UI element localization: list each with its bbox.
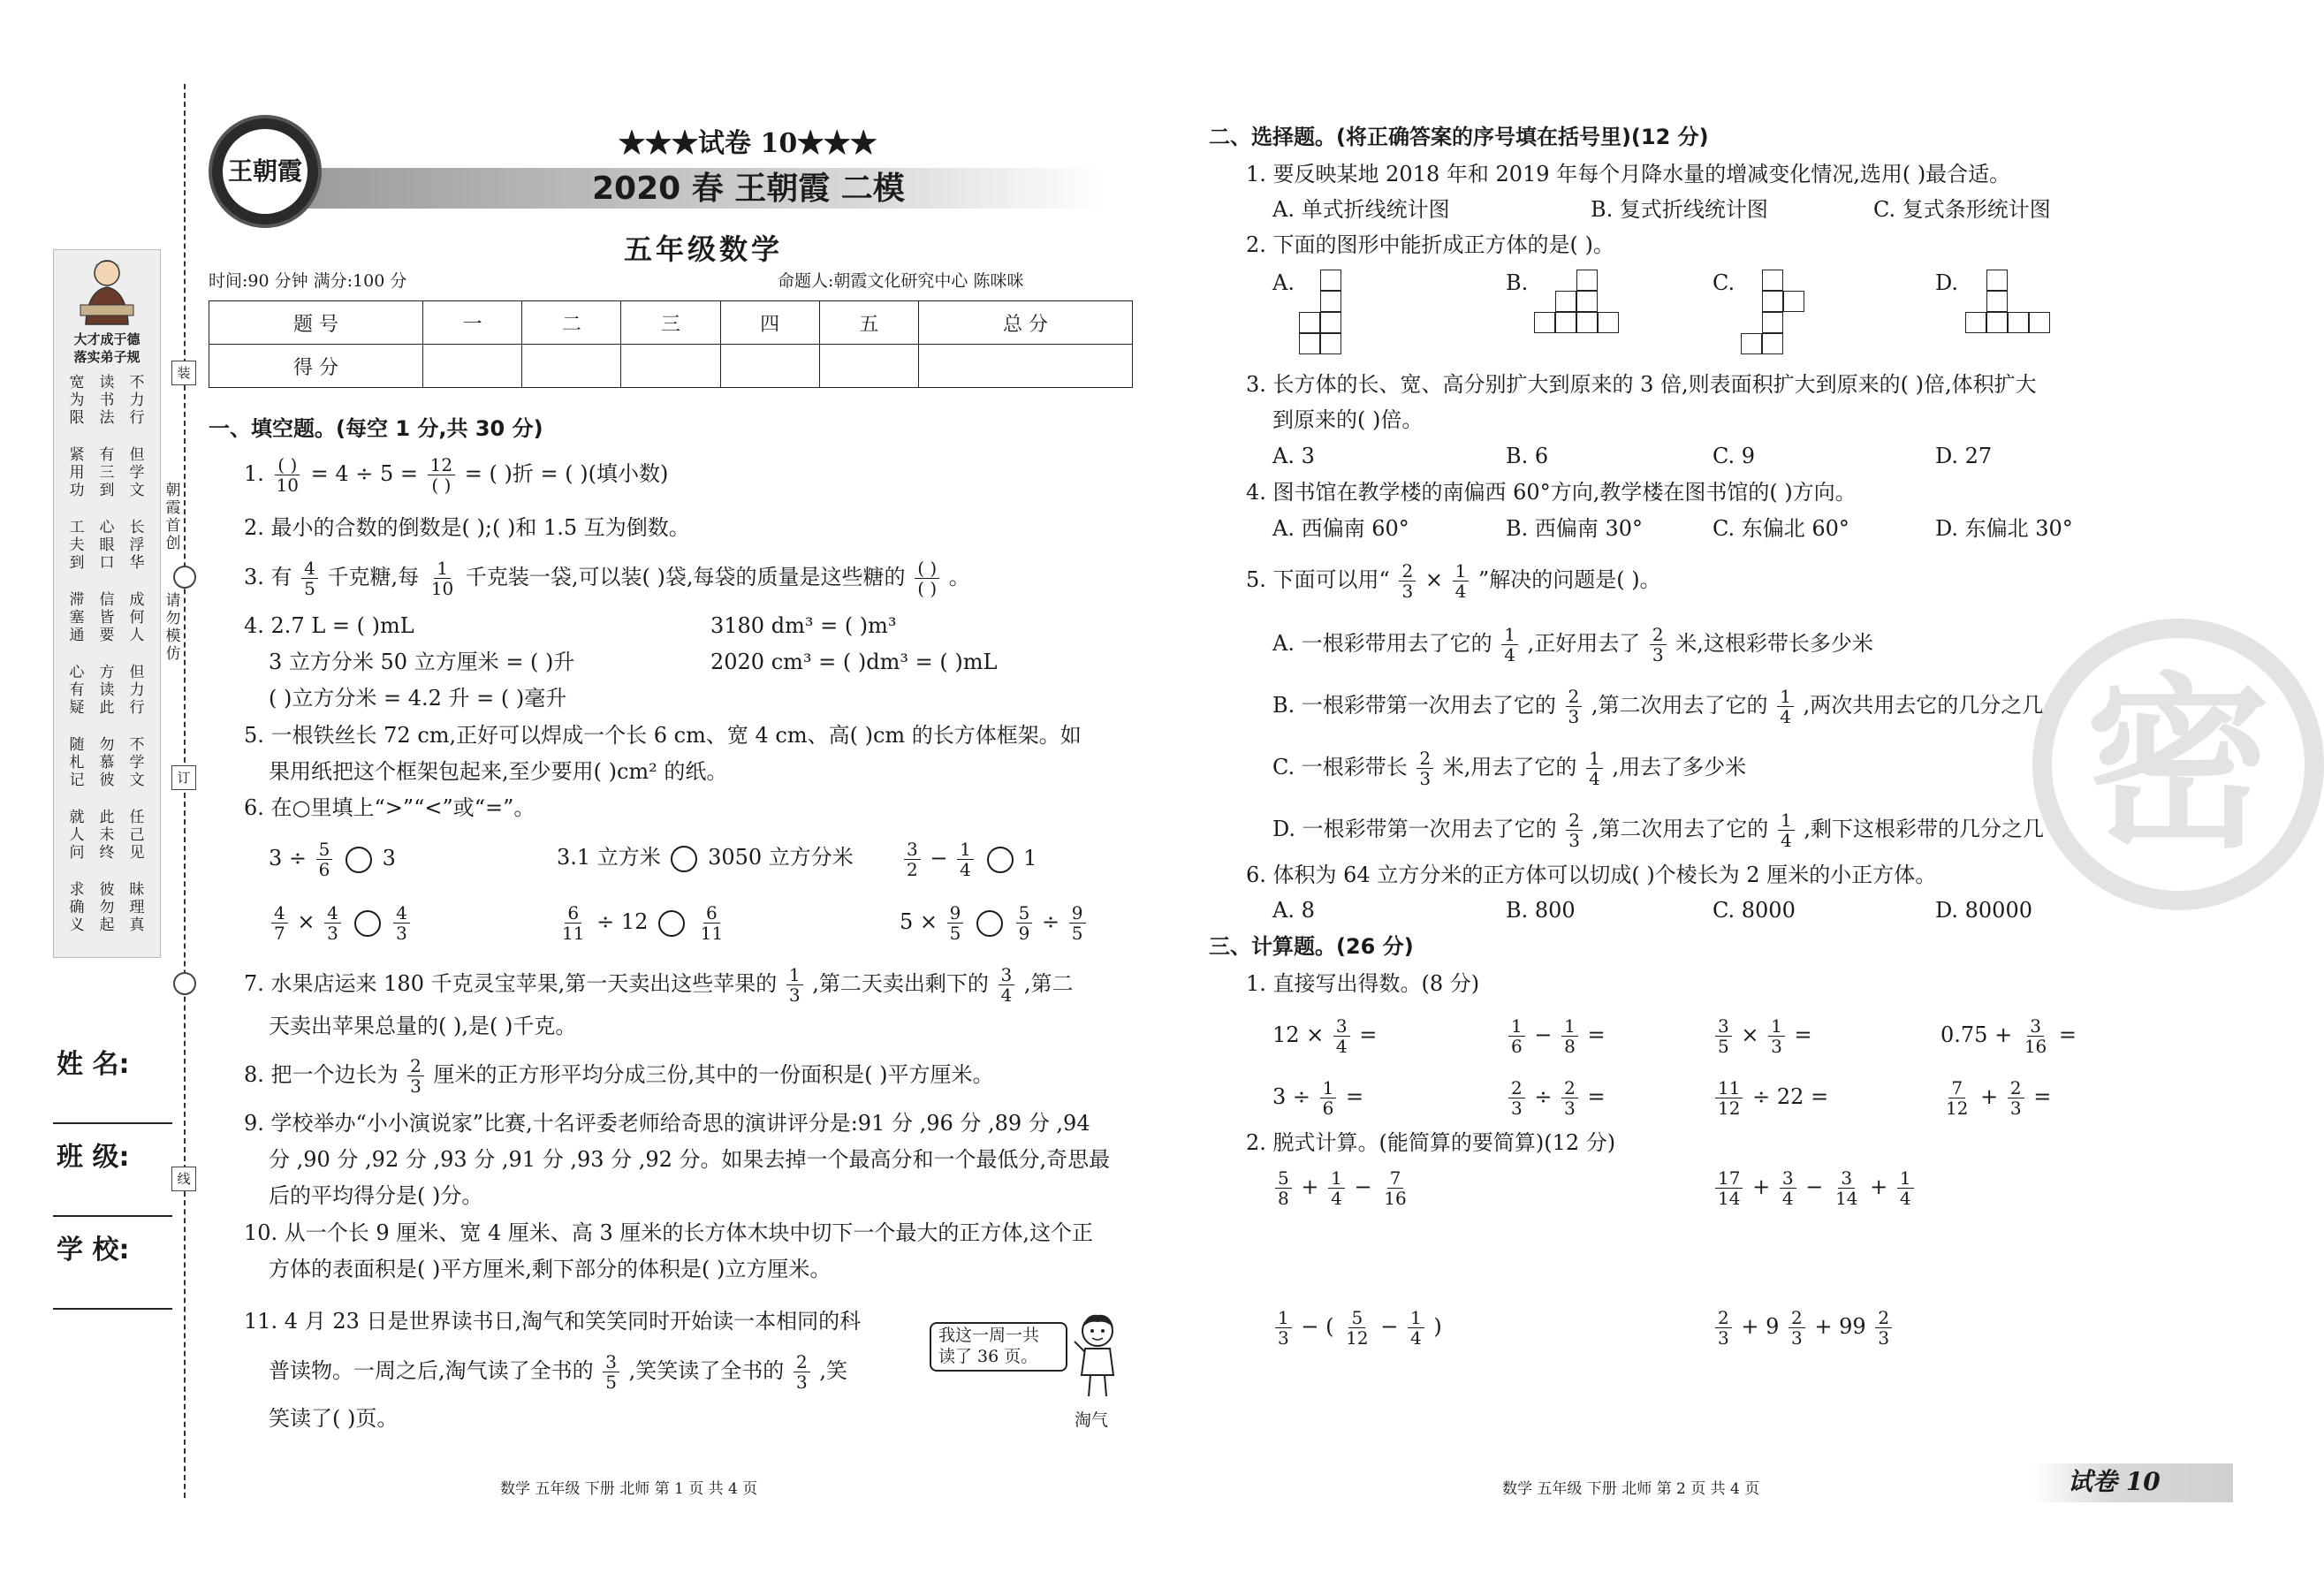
motto-column: 勿慕彼 [99, 736, 115, 789]
footer-right: 数学 五年级 下册 北师 第 2 页 共 4 页 [1502, 1480, 1760, 1498]
q2-4-optB: B. 西偏南 30° [1506, 516, 1644, 541]
compare-circle[interactable] [354, 910, 381, 937]
motto-column: 此未终 [99, 809, 115, 862]
q1-6-a: 3 ÷ $\frac{5}{6}$ 3 [269, 839, 396, 880]
footer-badge-text: 试卷 10 [2068, 1467, 2161, 1496]
q2-5-optC: C. 一根彩带长 $\frac{2}{3}$ 米,用去了它的 $\frac{1}{4}$ ,用去了多少米 [1272, 748, 1747, 789]
section3-title: 三、计算题。(26 分) [1209, 934, 1414, 959]
q2-6-optC: C. 8000 [1713, 898, 1796, 923]
q1-11-line3: 笑读了( )页。 [269, 1406, 399, 1431]
score-header-cell: 题 号 [209, 301, 423, 345]
q1-3: 3. 有 $\frac{4}{5}$ 千克糖,每 $\frac{1}{10}$ 千克装一袋,可以装( )袋,每袋的质量是这些糖的 ( ) ( ) 。 [244, 558, 970, 599]
q2-2: 2. 下面的图形中能折成正方体的是( )。 [1246, 232, 1614, 257]
sub1-title: 1. 直接写出得数。(8 分) [1246, 971, 1480, 996]
q1-5-line1: 5. 一根铁丝长 72 cm,正好可以焊成一个长 6 cm、宽 4 cm、高( )cm 的长方体框架。如 [244, 723, 1082, 748]
section1-title: 一、填空题。(每空 1 分,共 30 分) [209, 416, 543, 441]
motto-column: 宽为限 [69, 374, 85, 427]
q1-4-line3a: ( )立方分米 = 4.2 升 = ( )毫升 [269, 686, 567, 711]
q1-11-line1: 11. 4 月 23 日是世界读书日,淘气和笑笑同时开始读一本相同的科 [244, 1309, 862, 1334]
motto-panel [53, 249, 161, 958]
score-header-cell: 五 [819, 301, 918, 345]
motto-column: 不学文 [129, 736, 145, 789]
section2-title: 二、选择题。(将正确答案的序号填在括号里)(12 分) [1209, 125, 1709, 149]
score-header-cell: 二 [522, 301, 621, 345]
q1-7-line1: 7. 水果店运来 180 千克灵宝苹果,第一天卖出这些苹果的 $\frac{1}{3}$ ,第二天卖出剩下的 $\frac{3}{4}$ ,第二 [244, 964, 1074, 1006]
motto-column: 求确义 [69, 881, 85, 934]
score-cell[interactable] [522, 345, 621, 388]
score-cell[interactable] [423, 345, 522, 388]
q1-1: 1. ( ) 10 = 4 ÷ 5 = 12 ( ) = ( )折 = ( )(填小数) [244, 454, 669, 496]
q1-2: 2. 最小的合数的倒数是( );( )和 1.5 互为倒数。 [244, 515, 690, 540]
class-underline [53, 1215, 172, 1217]
expr-1: $\frac{5}{8}$ + $\frac{1}{4}$ − $\frac{7}{16}$ [1272, 1168, 1412, 1208]
cube-net-c [1741, 270, 1811, 358]
motto-column: 不力行 [129, 374, 145, 427]
motto-column: 心有疑 [69, 664, 85, 717]
character-name: 淘气 [1075, 1410, 1109, 1430]
score-cell[interactable] [819, 345, 918, 388]
compare-circle[interactable] [346, 847, 372, 873]
q2-4-optA: A. 西偏南 60° [1272, 516, 1409, 541]
subject-title: 五年级数学 [624, 232, 784, 266]
q2-1-optB: B. 复式折线统计图 [1591, 197, 1768, 222]
q1-6-f: 5 × $\frac{9}{5}$ $\frac{5}{9}$ ÷ $\frac{9}{5}$ [900, 903, 1089, 943]
author-info: 命题人:朝霞文化研究中心 陈咪咪 [778, 271, 1024, 291]
side-note-1: 朝霞首创 [165, 482, 181, 552]
q2-2-optC: C. [1713, 270, 1735, 295]
motto-column: 彼勿起 [99, 881, 115, 934]
q2-2-optB: B. [1506, 270, 1529, 295]
q2-3-line1: 3. 长方体的长、宽、高分别扩大到原来的 3 倍,则表面积扩大到原来的( )倍,体积扩大 [1246, 372, 2037, 397]
q2-4-optC: C. 东偏北 60° [1713, 516, 1849, 541]
binding-cut-line [184, 84, 186, 1498]
binding-seal-2: 订 [171, 765, 196, 790]
q1-4-line2a: 3 立方分米 50 立方厘米 = ( )升 [269, 650, 575, 674]
q2-6-optA: A. 8 [1272, 898, 1315, 923]
score-cell[interactable] [720, 345, 819, 388]
watermark-seal [2032, 619, 2324, 910]
q2-3-optA: A. 3 [1272, 444, 1315, 468]
motto-column: 读书法 [99, 374, 115, 427]
side-note-2: 请勿模仿 [165, 592, 181, 663]
name-underline [53, 1122, 172, 1124]
q2-4-optD: D. 东偏北 30° [1935, 516, 2073, 541]
q2-3-line2: 到原来的( )倍。 [1272, 407, 1424, 432]
q1-6-e: $\frac{6}{11}$ ÷ 12 $\frac{6}{11}$ [562, 902, 724, 944]
compare-circle[interactable] [658, 910, 685, 937]
footer-left: 数学 五年级 下册 北师 第 1 页 共 4 页 [500, 1480, 758, 1498]
motto-column: 紧用功 [69, 446, 85, 499]
q2-5: 5. 下面可以用“ $\frac{2}{3}$ × $\frac{1}{4}$ ”解决的问题是( )。 [1246, 560, 1661, 602]
calc-8: $\frac{7}{12}$ + $\frac{2}{3}$ = [1946, 1077, 2052, 1119]
motto-column: 方读此 [99, 664, 115, 717]
calc-6: $\frac{2}{3}$ ÷ $\frac{2}{3}$ = [1506, 1078, 1606, 1118]
q1-9-line1: 9. 学校举办“小小演说家”比赛,十名评委老师给奇思的演讲评分是:91 分 ,96 分 ,89 分 ,94 [244, 1111, 1090, 1136]
q2-2-optD: D. [1935, 270, 1959, 295]
q1-4-line2b: 2020 cm³ = ( )dm³ = ( )mL [710, 650, 998, 674]
logo-text: 王朝霞 [223, 129, 308, 214]
q2-4: 4. 图书馆在教学楼的南偏西 60°方向,教学楼在图书馆的( )方向。 [1246, 480, 1857, 505]
score-header-cell: 四 [720, 301, 819, 345]
q1-6-b: 3.1 立方米 3050 立方分米 [557, 844, 854, 872]
score-table [209, 300, 1133, 388]
binding-seal-3: 线 [171, 1167, 196, 1191]
cube-net-a [1299, 270, 1370, 358]
q1-6-d: $\frac{4}{7}$ × $\frac{4}{3}$ $\frac{4}{3}$ [269, 903, 413, 943]
school-underline [53, 1308, 172, 1310]
score-cell[interactable] [621, 345, 720, 388]
expr-3: $\frac{1}{3}$ − ( $\frac{5}{12}$ − $\frac{1}{4}$ ) [1272, 1308, 1442, 1348]
q2-1-optA: A. 单式折线统计图 [1272, 197, 1450, 222]
q2-5-optA: A. 一根彩带用去了它的 $\frac{1}{4}$ ,正好用去了 $\frac{2}{3}$ 米,这根彩带长多少米 [1272, 624, 1873, 665]
score-header-cell: 一 [423, 301, 522, 345]
score-cell[interactable] [918, 345, 1132, 388]
compare-circle[interactable] [976, 910, 1003, 937]
compare-circle[interactable] [987, 847, 1014, 873]
watermark-char: 密 [2085, 655, 2271, 873]
calc-7: $\frac{11}{12}$ ÷ 22 = [1713, 1078, 1828, 1118]
motto-column: 昧理真 [129, 881, 145, 934]
motto-column: 成何人 [129, 591, 145, 644]
q2-1: 1. 要反映某地 2018 年和 2019 年每个月降水量的增减变化情况,选用( )最合适。 [1246, 162, 2011, 186]
panel-title-2: 落实弟子规 [73, 349, 141, 365]
q1-7-line2: 天卖出苹果总量的( ),是( )千克。 [269, 1014, 577, 1038]
calc-2: $\frac{1}{6}$ − $\frac{1}{8}$ = [1506, 1016, 1606, 1056]
motto-column: 但学文 [129, 446, 145, 499]
calc-4: 0.75 + $\frac{3}{16}$ = [1940, 1015, 2077, 1057]
score-header-cell: 总 分 [918, 301, 1132, 345]
q1-4-line1b: 3180 dm³ = ( )m³ [710, 613, 897, 638]
q2-6: 6. 体积为 64 立方分米的正方体可以切成( )个棱长为 2 厘米的小正方体。 [1246, 863, 1937, 887]
motto-column: 长浮华 [129, 519, 145, 572]
school-label: 学 校: [57, 1235, 130, 1266]
bubble-line2: 读了 36 页。 [938, 1347, 1038, 1366]
calc-1: 12 × $\frac{3}{4}$ = [1272, 1015, 1378, 1057]
q1-4-line1a: 4. 2.7 L = ( )mL [244, 613, 414, 638]
exam-title: 2020 春 王朝霞 二模 [592, 171, 905, 207]
q2-6-optD: D. 80000 [1935, 898, 2032, 923]
name-label: 姓 名: [57, 1049, 130, 1080]
logo-badge [209, 115, 322, 228]
q2-5-optD: D. 一根彩带第一次用去了它的 $\frac{2}{3}$ ,第二次用去了它的 $\frac{1}{4}$ ,剩下这根彩带的几分之几 [1272, 810, 2044, 851]
compare-circle[interactable] [671, 846, 697, 872]
motto-column: 随札记 [69, 736, 85, 789]
motto-column: 心眼口 [99, 519, 115, 572]
motto-column: 工夫到 [69, 519, 85, 572]
speech-bubble [930, 1322, 1067, 1372]
score-row-label: 得 分 [209, 345, 423, 388]
q1-9-line3: 后的平均得分是( )分。 [269, 1183, 483, 1208]
motto-column: 滞塞通 [69, 591, 85, 644]
expr-2: $\frac{17}{14}$ + $\frac{3}{4}$ − $\frac{3}{14}$ + $\frac{1}{4}$ [1713, 1168, 1917, 1208]
binding-seal-1: 装 [171, 361, 196, 385]
calc-3: $\frac{3}{5}$ × $\frac{1}{3}$ = [1713, 1016, 1812, 1056]
q1-9-line2: 分 ,90 分 ,92 分 ,93 分 ,91 分 ,93 分 ,92 分。如果去掉一个最高分和一个最低分,奇思最 [269, 1147, 1111, 1172]
calc-5: 3 ÷ $\frac{1}{6}$ = [1272, 1077, 1364, 1119]
motto-column: 有三到 [99, 446, 115, 499]
class-label: 班 级: [57, 1142, 130, 1173]
score-table-score-row [209, 345, 1133, 388]
q2-5-optB: B. 一根彩带第一次用去了它的 $\frac{2}{3}$ ,第二次用去了它的 $\frac{1}{4}$ ,两次共用去它的几分之几 [1272, 686, 2044, 727]
q2-3-optD: D. 27 [1935, 444, 1993, 468]
exam-number: ★★★试卷 10★★★ [619, 128, 877, 159]
footer-badge [2032, 1463, 2233, 1502]
q1-5-line2: 果用纸把这个框架包起来,至少要用( )cm² 的纸。 [269, 759, 728, 784]
q1-10-line1: 10. 从一个长 9 厘米、宽 4 厘米、高 3 厘米的长方体木块中切下一个最大的正方体,这个正 [244, 1220, 1094, 1245]
cube-net-d [1965, 270, 2054, 340]
time-info: 时间:90 分钟 满分:100 分 [209, 271, 407, 291]
q1-6: 6. 在○里填上“>”“<”或“=”。 [244, 795, 535, 820]
q2-3-optB: B. 6 [1506, 444, 1549, 468]
q1-11-line2: 普读物。一周之后,淘气读了全书的 $\frac{3}{5}$ ,笑笑读了全书的 $\frac{2}{3}$ ,笑 [269, 1351, 847, 1393]
cube-net-b [1534, 270, 1622, 340]
binding-hole-2 [173, 972, 196, 995]
scholar-figure [73, 255, 141, 326]
q2-2-optA: A. [1272, 270, 1295, 295]
q1-10-line2: 方体的表面积是( )平方厘米,剩下部分的体积是( )立方厘米。 [269, 1257, 832, 1281]
binding-hole-1 [173, 566, 196, 589]
taoqi-character-icon [1069, 1311, 1126, 1400]
q1-6-c: $\frac{3}{2}$ − $\frac{1}{4}$ 1 [901, 840, 1037, 879]
q2-1-optC: C. 复式条形统计图 [1873, 197, 2051, 222]
expr-4: $\frac{2}{3}$ + 9 $\frac{2}{3}$ + 99 $\frac{2}{3}$ [1713, 1308, 1895, 1348]
panel-title-1: 大才成于德 [73, 331, 141, 347]
sub2-title: 2. 脱式计算。(能简算的要简算)(12 分) [1246, 1130, 1616, 1155]
score-table-header-row [209, 301, 1133, 345]
motto-column: 就人问 [69, 809, 85, 862]
motto-column: 但力行 [129, 664, 145, 717]
q2-6-optB: B. 800 [1506, 898, 1576, 923]
score-header-cell: 三 [621, 301, 720, 345]
motto-column: 任己见 [129, 809, 145, 862]
motto-column: 信皆要 [99, 591, 115, 644]
q2-3-optC: C. 9 [1713, 444, 1756, 468]
q1-8: 8. 把一个边长为 $\frac{2}{3}$ 厘米的正方形平均分成三份,其中的一份面积是( )平方厘米。 [244, 1055, 994, 1097]
bubble-line1: 我这一周一共 [938, 1326, 1040, 1345]
